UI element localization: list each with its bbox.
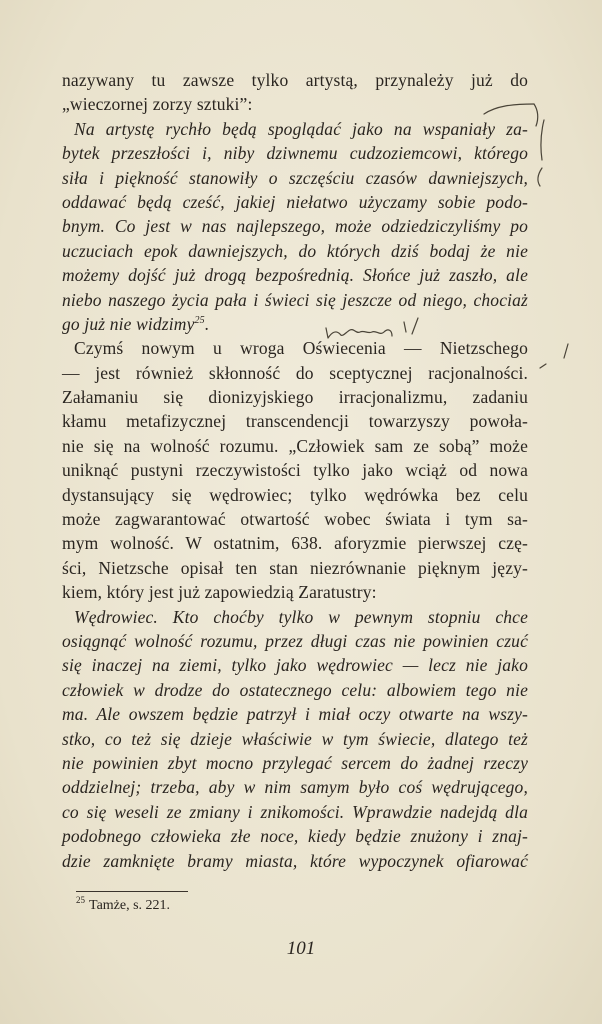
text-line-content: Załamaniu się dionizyjskiego irracjonalizmu, zadaniu xyxy=(62,387,528,408)
text-line-content: niebo naszego życia pała i świeci się jeszcze od niego, chociaż xyxy=(62,289,528,310)
text-line-content: nazywany tu zawsze tylko artystą, przynależy już do xyxy=(62,70,528,90)
text-line-content: może zagwarantować otwartość wobec świata i tym sa- xyxy=(62,509,528,530)
text-line-content: — jest również skłonność do sceptycznej racjonalności. xyxy=(62,362,528,383)
text-line xyxy=(62,483,528,507)
text-line-content: siła i piękność stanowiły o szczęściu czasów dawniejszych, xyxy=(62,167,528,188)
text-line-content: uczuciach epok dawniejszych, do których dziś bodaj że nie xyxy=(62,240,528,261)
text-line xyxy=(62,849,528,873)
footnote-reference: 25 xyxy=(194,315,205,327)
text-line-content: mym wolność. W ostatnim, 638. aforyzmie pierwszej czę- xyxy=(62,533,528,554)
text-line xyxy=(62,580,528,604)
text-line-content: go już nie widzimy xyxy=(62,313,195,334)
text-line-content: się inaczej na ziemi, tylko jako wędrowiec — lecz nie jako xyxy=(62,655,528,676)
footnote-rule xyxy=(76,891,188,892)
text-line-content: Na artystę rychło będą spoglądać jako na wspaniały za- xyxy=(74,118,528,139)
text-line xyxy=(62,531,528,555)
text-line-content: „wieczornej zorzy sztuki”: xyxy=(62,94,253,115)
text-line xyxy=(62,653,528,677)
text-line-content: ści, Nietzsche opisał ten stan niezrównanie pięknym języ- xyxy=(62,557,528,578)
text-line xyxy=(62,507,528,531)
text-line xyxy=(62,702,528,726)
text-line xyxy=(62,409,528,433)
text-line xyxy=(62,434,528,458)
text-line-content: kiem, który jest już zapowiedzią Zaratustry: xyxy=(62,582,377,603)
text-line-content: stko, co też się dzieje właściwie w tym świecie, dlatego też xyxy=(62,728,528,749)
text-line-content: osiągnąć wolność rozumu, przez długi czas nie powinien czuć xyxy=(62,630,528,651)
handwritten-annotations xyxy=(308,92,602,392)
text-line xyxy=(62,751,528,775)
footnote-text: Tamże, s. 221. xyxy=(89,898,171,913)
page-number: 101 xyxy=(286,938,316,959)
text-line-content: człowiek w drodze do ostatecznego celu: albowiem tego nie xyxy=(62,679,528,700)
text-line xyxy=(62,458,528,482)
text-line xyxy=(62,678,528,702)
text-line-content: oddzielnej; trzeba, aby w nim samym było coś wędrującego, xyxy=(62,777,528,798)
text-line-content: co się weseli ze zmiany i znikomości. Wprawdzie nadejdą dla xyxy=(62,801,528,822)
text-line-content: Wędrowiec. Kto choćby tylko w pewnym stopniu chce xyxy=(74,606,528,627)
text-line-content: kłamu metafizycznej transcendencji towarzyszy powoła- xyxy=(62,411,528,432)
text-line-content: bytek przeszłości i, niby dziwnemu cudzoziemcowi, którego xyxy=(62,143,528,164)
text-line-content: bnym. Co jest w nas najlepszego, może odziedziczyliśmy po xyxy=(62,216,528,237)
text-line-content: dzie zamknięte bramy miasta, które wypoczynek ofiarować xyxy=(62,850,528,871)
text-line-content: dystansujący się wędrowiec; tylko wędrówka bez celu xyxy=(62,484,528,505)
text-line xyxy=(62,605,528,629)
text-line-content: uniknąć pustyni rzeczywistości tylko jako wciąż od nowa xyxy=(62,460,528,481)
text-line-content: możemy dojść już drogą bezpośrednią. Słońce już zaszło, ale xyxy=(62,265,528,286)
text-line-content: ma. Ale owszem będzie patrzył i miał oczy otwarte na wszy- xyxy=(62,704,528,725)
text-line-content: oddawać będą cześć, jakiej niełatwo użyczamy sobie podo- xyxy=(62,191,528,212)
text-line xyxy=(62,556,528,580)
text-line xyxy=(62,629,528,653)
text-line-content: podobnego człowieka złe noce, kiedy będzie znużony i znaj- xyxy=(62,826,528,847)
text-line-content: Czymś nowym u wroga Oświecenia — Nietzschego xyxy=(74,338,528,359)
text-line xyxy=(62,824,528,848)
text-line-content: nie powinien zbyt mocno przylegać sercem do żadnej rzeczy xyxy=(62,752,528,773)
text-line xyxy=(62,775,528,799)
footnote xyxy=(76,895,171,914)
text-line xyxy=(62,68,528,92)
text-line xyxy=(62,727,528,751)
trailing-punctuation: . xyxy=(204,313,210,334)
text-line xyxy=(62,800,528,824)
text-line-content: nie się na wolność rozumu. „Człowiek sam ze sobą” może xyxy=(62,435,528,456)
footnote-number: 25 xyxy=(76,895,85,906)
